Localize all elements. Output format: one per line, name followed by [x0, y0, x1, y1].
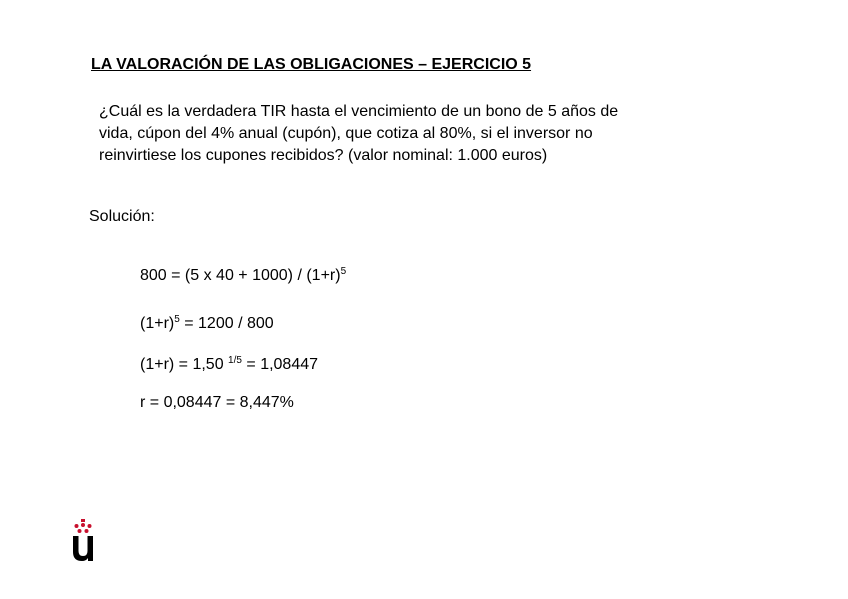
equation-base: (1+r) — [140, 315, 175, 332]
equation-rest: = 1,08447 — [241, 356, 319, 373]
question-line: reinvirtiese los cupones recibidos? (valor nominal: 1.000 euros) — [99, 147, 548, 164]
equation-4: r = 0,08447 = 8,447% — [140, 394, 294, 411]
solution-label: Solución: — [89, 208, 155, 225]
equation-text: 800 = (5 x 40 + 1000) / (1+r) — [140, 267, 341, 284]
question-line: vida, cúpon del 4% anual (cupón), que cotiza al 80%, si el inversor no — [99, 125, 593, 142]
equation-rest: = 1200 / 800 — [179, 315, 274, 332]
equation-1 — [140, 267, 346, 285]
equation-exponent: 5 — [174, 314, 180, 325]
university-logo-icon — [70, 519, 96, 563]
page-title: LA VALORACIÓN DE LAS OBLIGACIONES – EJERCICIO 5 — [91, 56, 532, 73]
equation-exponent: 1/5 — [228, 355, 242, 366]
question-line: ¿Cuál es la verdadera TIR hasta el vencimiento de un bono de 5 años de — [99, 103, 619, 120]
equation-base: (1+r) = 1,50 — [140, 356, 229, 373]
equation-3 — [140, 356, 318, 374]
question-text — [99, 101, 719, 167]
equation-2 — [140, 315, 274, 333]
equation-exponent: 5 — [340, 266, 347, 277]
